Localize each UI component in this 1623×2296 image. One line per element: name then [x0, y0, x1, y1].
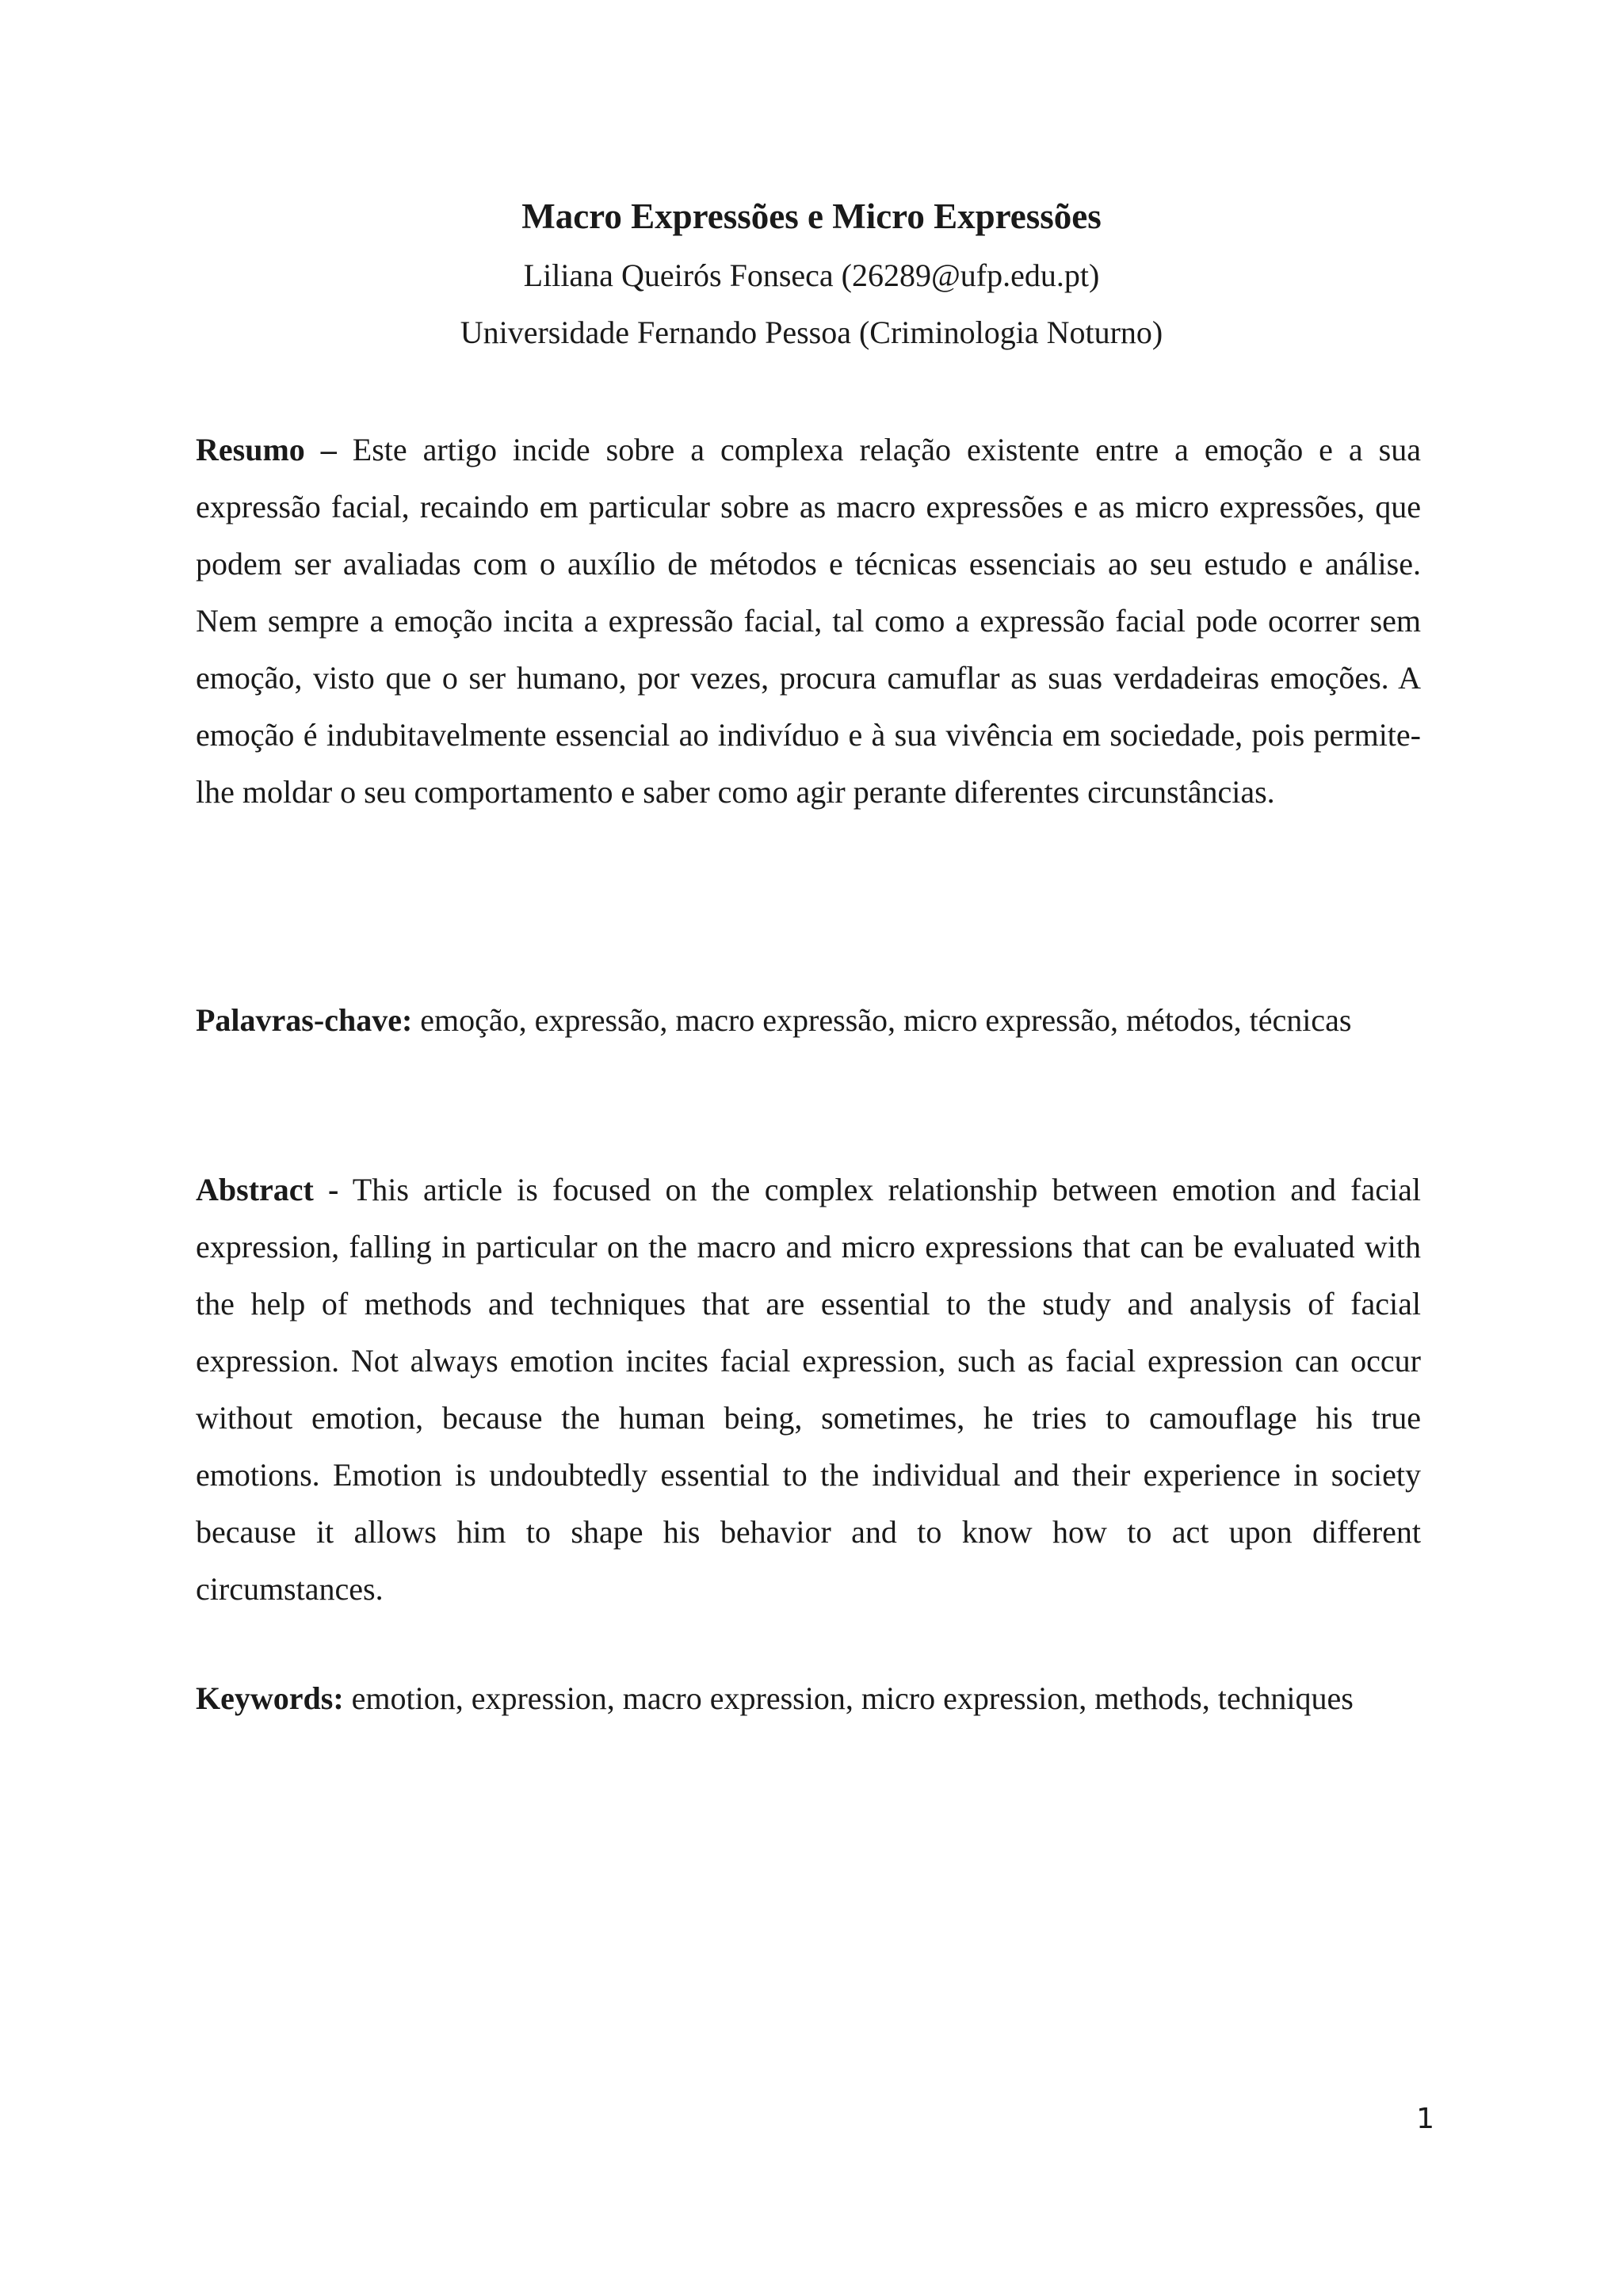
keywords-paragraph [196, 1670, 1421, 1727]
palavras-chave-text: emoção, expressão, macro expressão, micro expressão, métodos, técnicas [420, 1002, 1352, 1038]
resumo-paragraph [196, 421, 1421, 821]
paper-title: Macro Expressões e Micro Expressões [521, 196, 1102, 236]
keywords-label: Keywords: [196, 1680, 344, 1716]
abstract-text: This article is focused on the complex relationship between emotion and facial expression, falling in particular on the macro and micro expressions that can be evaluated with the help of methods and techniques that are essential to the study and analysis of facial expression. Not always emotion incites facial expression, such as facial expression can occur without emotion, because the human being, sometimes, he tries to camouflage his true emotions. Emotion is undoubtedly essential to the individual and their experience in society because it allows him to shape his behavior and to know how to act upon different circumstances. [196, 1172, 1421, 1607]
page-number: 1 [1416, 2103, 1434, 2135]
affiliation-line: Universidade Fernando Pessoa (Criminologia Noturno) [460, 315, 1163, 350]
abstract-label: Abstract - [196, 1172, 339, 1207]
author-line: Liliana Queirós Fonseca (26289@ufp.edu.pt) [523, 257, 1100, 293]
palavras-chave-label: Palavras-chave: [196, 1002, 413, 1038]
keywords-text: emotion, expression, macro expression, micro expression, methods, techniques [351, 1680, 1354, 1716]
resumo-text: Este artigo incide sobre a complexa relação existente entre a emoção e a sua expressão facial, recaindo em particular sobre as macro expressões e as micro expressões, que podem ser avaliadas com o auxílio de métodos e técnicas essenciais ao seu estudo e análise. Nem sempre a emoção incita a expressão facial, tal como a expressão facial pode ocorrer sem emoção, visto que o ser humano, por vezes, procura camuflar as suas verdadeiras emoções. A emoção é indubitavelmente essencial ao indivíduo e à sua vivência em sociedade, pois permite-lhe moldar o seu comportamento e saber como agir perante diferentes circunstâncias. [196, 432, 1422, 810]
abstract-paragraph [196, 1161, 1421, 1618]
resumo-label: Resumo – [196, 432, 337, 467]
palavras-chave-paragraph [196, 992, 1421, 1049]
